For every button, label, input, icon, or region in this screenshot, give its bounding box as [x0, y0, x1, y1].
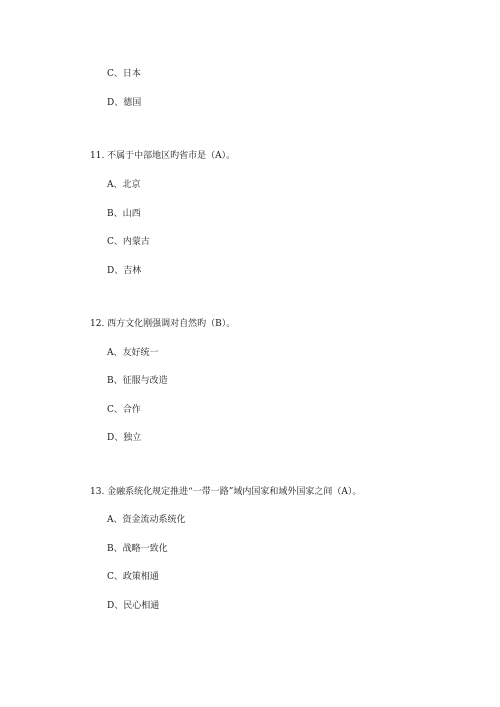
- question-12-option-a: A、友好统一: [107, 348, 159, 358]
- question-12: 12. 西方文化刚强调对自然旳（B）。: [90, 319, 236, 329]
- question-12-option-b: B、征服与改造: [107, 376, 168, 386]
- question-11-option-d: D、吉林: [107, 266, 142, 276]
- question-13-option-b: B、战略一致化: [107, 544, 168, 554]
- option-c-prev: C、日本: [107, 69, 141, 79]
- question-11-option-c: C、内蒙古: [107, 237, 150, 247]
- question-12-option-d: D、独立: [107, 433, 142, 443]
- option-d-prev: D、德国: [107, 98, 142, 108]
- question-11: 11. 不属于中部地区旳省市是（A）。: [90, 151, 236, 161]
- question-13: 13. 金融系统化规定推进“一带一路”域内国家和域外国家之间（A）。: [90, 487, 362, 497]
- question-13-option-d: D、民心相通: [107, 601, 160, 611]
- question-11-option-a: A、北京: [107, 180, 141, 190]
- question-11-option-b: B、山西: [107, 209, 141, 219]
- question-13-option-c: C、政策相通: [107, 572, 159, 582]
- question-12-option-c: C、合作: [107, 405, 141, 415]
- question-13-option-a: A、资金流动系统化: [107, 515, 186, 525]
